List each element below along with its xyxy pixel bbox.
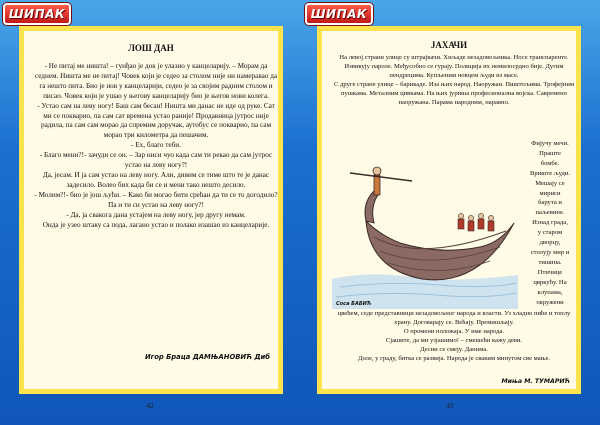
- paragraph: Онда је узео штаку са пода, лагано устао и полако изашао из канцеларије.: [42, 220, 270, 229]
- page-number-left: 42: [146, 402, 154, 410]
- poem-line: клупама,: [537, 288, 563, 296]
- right-story-outro: [332, 310, 576, 363]
- poem-line: Мешају се: [535, 179, 565, 187]
- paragraph: - Устао сам на леву ногу! Баш сам бесан! Ништа ми данас не иде од руке. Сат ми се покварио, па сам сат времена устао раније! Продавница јутрос није радила, па сам сам морао да спремим доручак, аутобус се покварио, па сам морао три километра да пешачим.: [37, 101, 275, 140]
- paragraph: - Не питај ме ништа! – гунђао је док је улазио у канцеларију. – Морам да седнем. Ништа ме не питај! Човек који је седео за столом није ни намеравао да га нешто пита. Био је нов у канцеларији, седео је за својим радним столом и писао. Човек који је ушао у његову канцеларију био је његов нови колега.: [34, 62, 278, 100]
- paragraph: Сјашите, да ми узјашимо! – смешећи кажу деви.: [385, 336, 523, 344]
- logo-text: ШИПАК: [310, 7, 368, 21]
- magazine-logo: [3, 3, 71, 25]
- right-author-signature: Миња М. ТУМАРИЋ: [501, 378, 570, 385]
- poem-line: столују мир и: [530, 248, 570, 256]
- poem-line: барута и: [538, 199, 562, 207]
- left-author-signature: Игор Браца ДАМЊАНОВИЋ Диб: [144, 353, 270, 361]
- paragraph: О промени положаја. У име народа.: [403, 327, 505, 335]
- right-page: [300, 0, 600, 425]
- illustration-caption: Соса БАБИЋ: [336, 301, 372, 307]
- rowing-boat-illustration: [330, 151, 518, 309]
- left-text-panel: [19, 26, 283, 394]
- right-story-poem: [518, 139, 582, 307]
- poem-line: Праште: [539, 149, 561, 157]
- paragraph: - Да, ја свакога дана устајем на леву ногу, јер другу немам.: [66, 210, 246, 219]
- right-text-panel: [317, 26, 581, 394]
- left-story-title: ЛОШ ДАН: [128, 43, 174, 53]
- poem-line: бомбе.: [540, 159, 560, 167]
- paragraph: С друге стране улице – барикаде. Иза њих народ. Наоружан. Пиштољима. Трофејним пушкама. Металним цивкама. На њих јуриша професионална војска. Савремено наоружана. Парама народним, наравно.: [333, 80, 575, 106]
- right-story-title: ЈАХАЧИ: [430, 40, 468, 50]
- poem-line: мириси: [539, 189, 561, 197]
- poem-line: Изнад града,: [532, 219, 568, 227]
- paragraph: - Ех, благо теби.: [131, 141, 181, 150]
- logo-text: ШИПАК: [8, 7, 66, 21]
- paragraph: - Молим?!- био је још љући. – Како би могао бити срећан да ти се то догодило? Па и ти си устао на леву ногу?!: [34, 190, 278, 209]
- poem-line: Птичице: [537, 268, 563, 276]
- paragraph: цвећем, седе представници незадовољног народа и власти. Уз хладно пиће и топлу храну. Договарају се. Већају. Премишљају.: [337, 310, 571, 326]
- poem-line: Вриште људи.: [530, 169, 570, 177]
- left-story-body: [34, 62, 278, 230]
- poem-line: у старом: [537, 229, 563, 237]
- magazine-logo: [305, 3, 373, 25]
- paragraph: Доле, у граду, битка се развија. Народа је сваким минутом све мање.: [357, 354, 551, 362]
- paragraph: - Благо мени?!- зачуди се он. – Зар ниси чуо када сам ти рекао да сам јутрос устао на леву ногу?!: [39, 151, 273, 170]
- paragraph: Да, јесам. И ја сам устао на леву ногу. Али, дивим се тиме што те је данас задесило. Волео бих када би се и мени тако нешто десило.: [42, 170, 270, 189]
- paragraph: Десни се смеју. Данима.: [420, 345, 488, 353]
- poem-line: Фијучу мечи.: [531, 140, 569, 147]
- page-number-right: 43: [446, 402, 454, 410]
- poem-line: тишина.: [538, 258, 562, 266]
- poem-line: окружени: [536, 298, 564, 306]
- paragraph: На левој страни улице су штрајкачи. Хиљаде незадовољника. Носе транспаренте. Извикују пароле. Међусобно се гурају. Полиција их немилосрдно бије. Дугим пендрецима. Купљеним новцем људи из масе.: [339, 54, 569, 79]
- poem-line: паљевине.: [535, 209, 565, 217]
- right-story-intro: [332, 54, 576, 107]
- poem-line: дворцу,: [539, 239, 561, 247]
- poem-line: цвркућу. На: [533, 278, 567, 286]
